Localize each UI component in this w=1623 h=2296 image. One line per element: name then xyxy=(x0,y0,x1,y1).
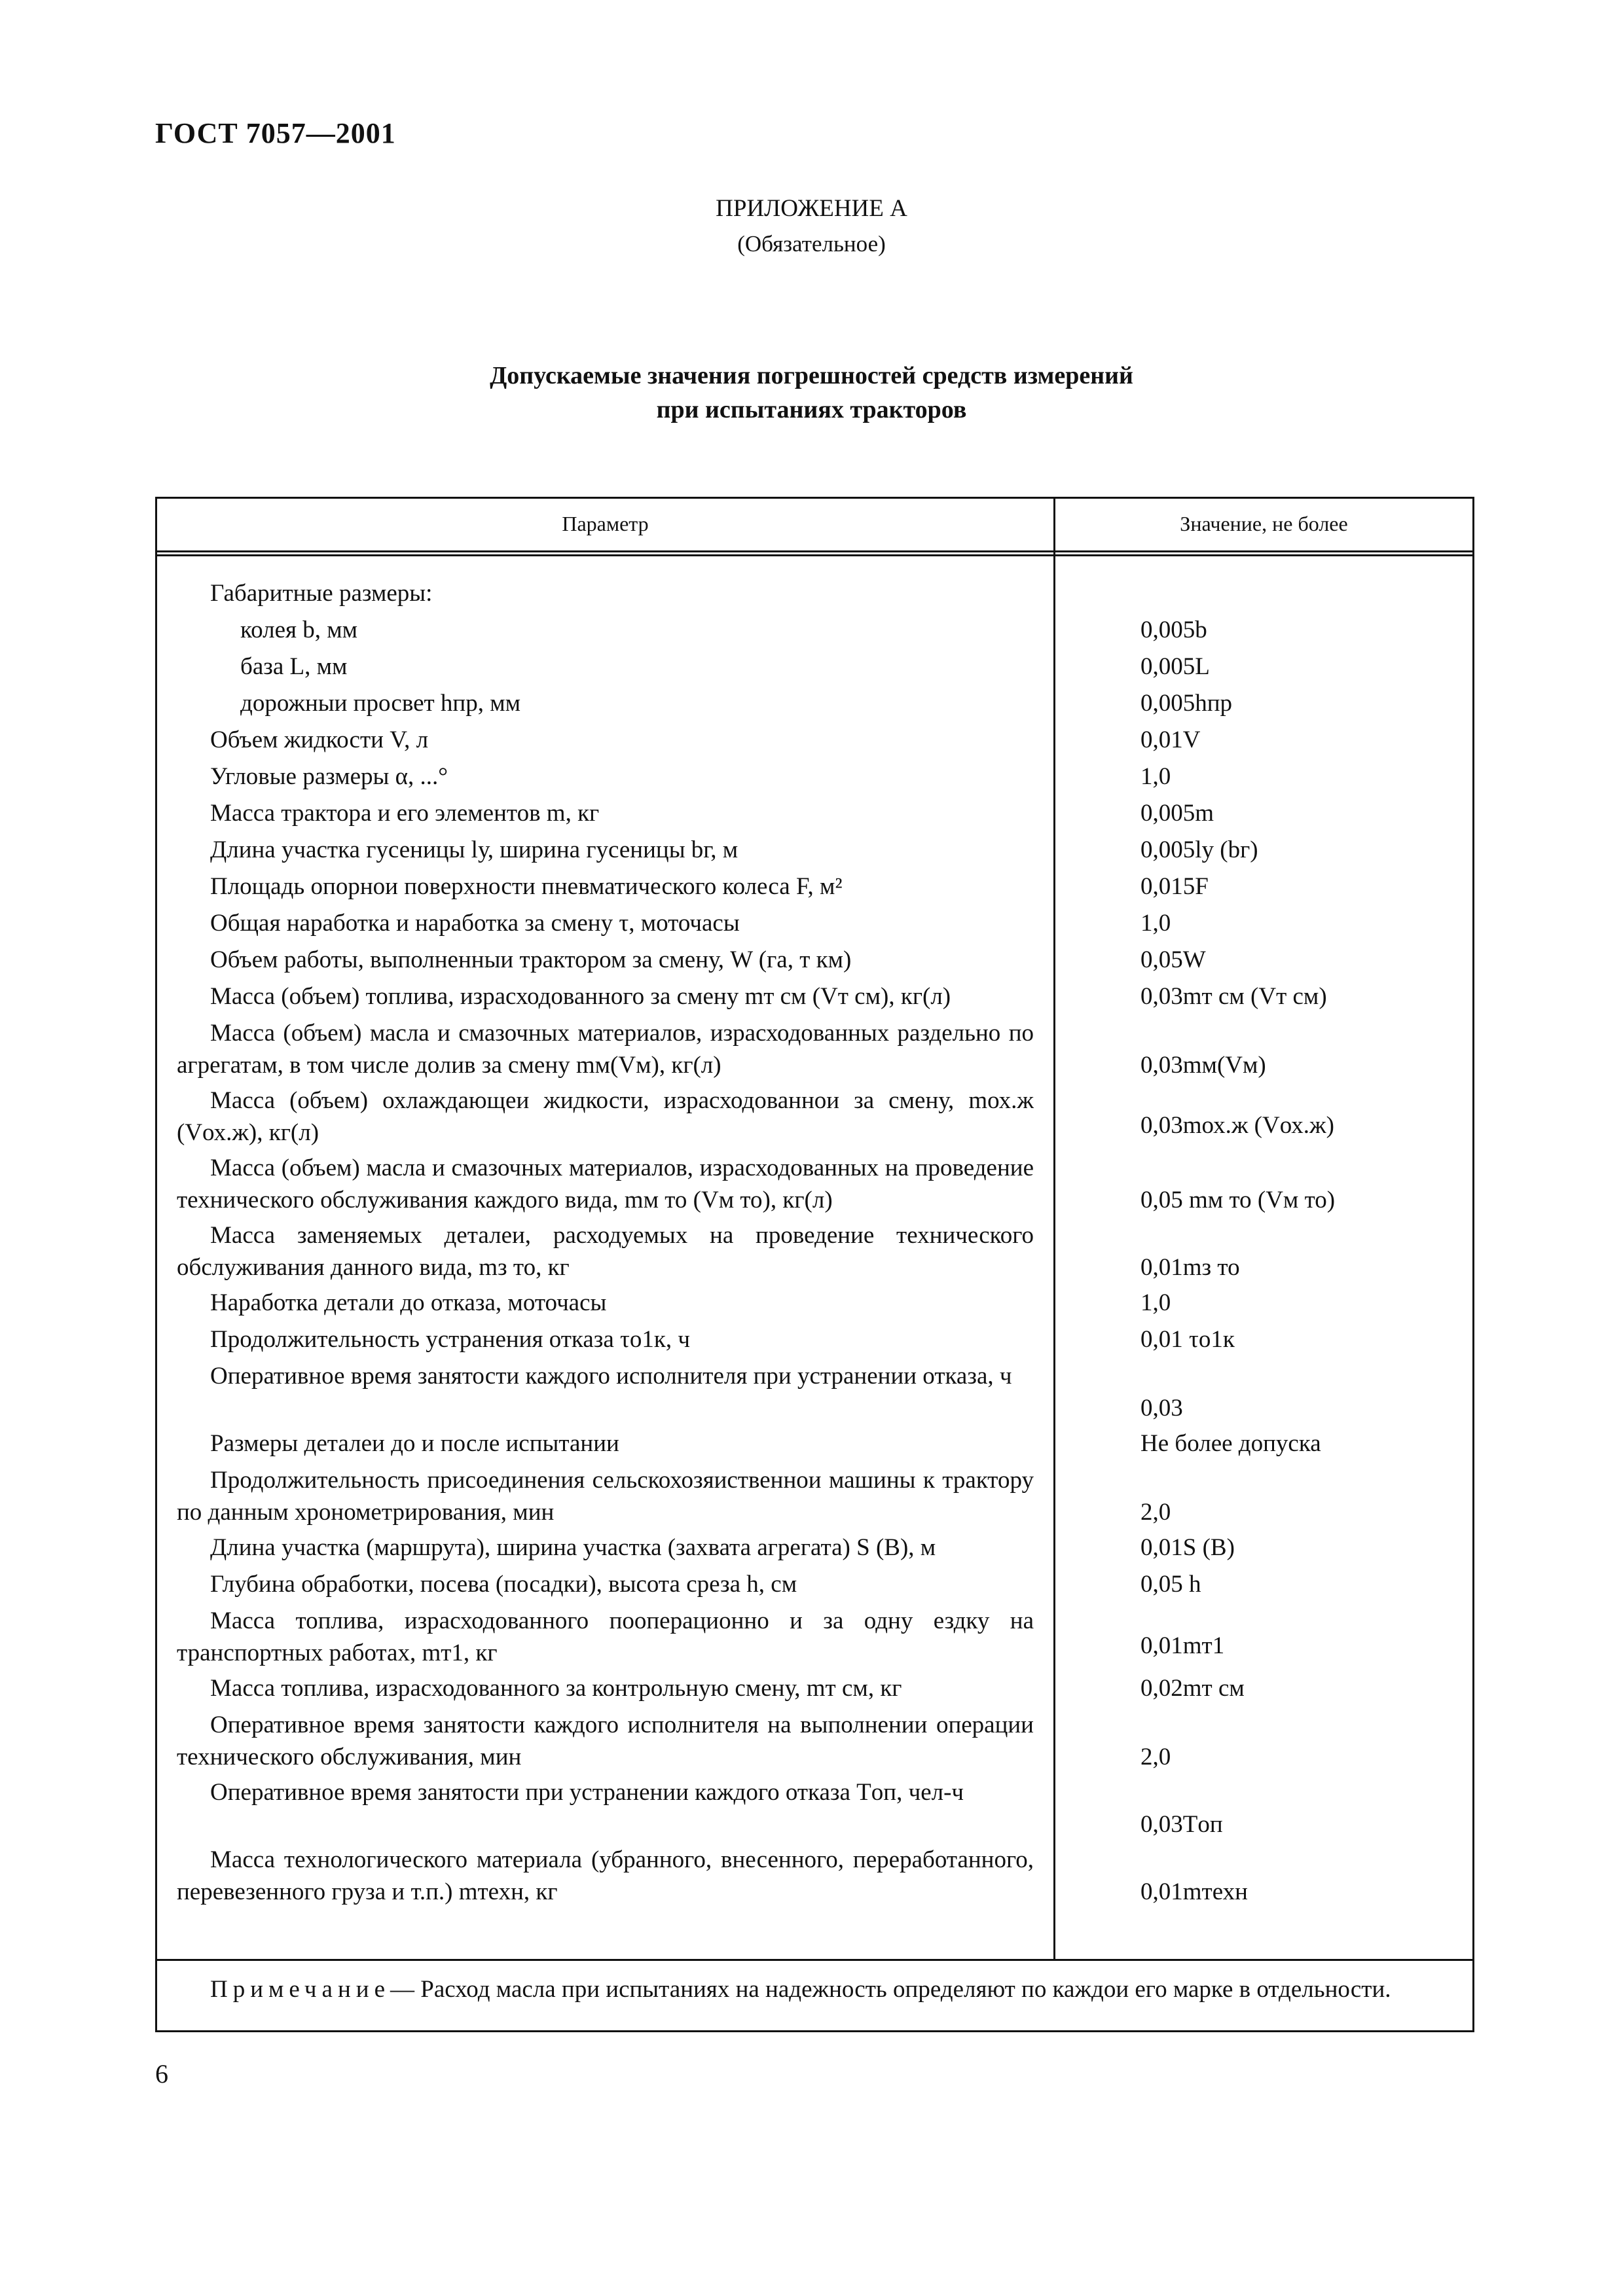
parameter-cell: Продолжительность присоединения сельскохозяиственнои машины к трактору по данным хронометрирования, мин xyxy=(177,1467,1034,1526)
table-row xyxy=(157,980,1472,1017)
table-row xyxy=(157,1152,1472,1219)
table-row xyxy=(157,797,1472,834)
value-cell: 1,0 xyxy=(1140,910,1171,937)
table-row xyxy=(157,1464,1472,1532)
value-cell: 0,03Tоп xyxy=(1140,1811,1223,1838)
parameter-cell: Масса топлива, израсходованного пооперационно и за одну ездку на транспортных работах, mт1, кг xyxy=(177,1607,1034,1666)
value-cell: 0,01S (B) xyxy=(1140,1534,1235,1561)
value-cell: 0,005hпр xyxy=(1140,690,1233,717)
table-row xyxy=(157,1287,1472,1323)
table-row xyxy=(157,834,1472,870)
table-title-line-2: при испытаниях тракторов xyxy=(656,396,967,423)
value-cell: Не более допуска xyxy=(1140,1430,1321,1457)
value-cell: 0,05 h xyxy=(1140,1571,1201,1598)
table-note xyxy=(177,1973,1453,2005)
parameter-cell: Масса трактора и его элементов m, кг xyxy=(210,800,600,827)
table-row xyxy=(157,1017,1472,1085)
appendix-title: ПРИЛОЖЕНИЕ А xyxy=(716,195,907,222)
parameter-cell: Оперативное время занятости каждого исполнителя при устранении отказа, ч xyxy=(210,1363,1012,1390)
parameter-cell: Масса топлива, израсходованного за контрольную смену, mт см, кг xyxy=(210,1675,902,1702)
value-cell: 0,03mох.ж (Vох.ж) xyxy=(1140,1112,1334,1139)
note-label: Примечание xyxy=(210,1976,390,2003)
table-row xyxy=(157,944,1472,980)
parameter-cell: Общая наработка и наработка за смену τ, моточасы xyxy=(210,910,740,937)
value-cell: 0,03mм(Vм) xyxy=(1140,1052,1266,1079)
appendix-status: (Обязательное) xyxy=(737,231,886,257)
parameter-cell: Угловые размеры α, ...° xyxy=(210,763,448,790)
table-row xyxy=(157,1605,1472,1672)
table-row xyxy=(157,1323,1472,1360)
table-row xyxy=(157,651,1472,687)
table-header-double-rule xyxy=(157,554,1472,556)
parameter-cell: Масса (объем) охлаждающеи жидкости, израсходованнои за смену, mох.ж (Vох.ж), кг(л) xyxy=(177,1087,1034,1146)
table-row xyxy=(157,1219,1472,1287)
parameter-cell: Объем работы, выполненныи трактором за смену, W (га, т км) xyxy=(210,946,852,973)
value-cell: 0,01V xyxy=(1140,726,1201,753)
value-cell: 1,0 xyxy=(1140,763,1171,790)
parameter-cell: Продолжительность устранения отказа τо1к, ч xyxy=(210,1326,691,1353)
table-row xyxy=(157,614,1472,651)
parameter-cell: Глубина обработки, посева (посадки), высота среза h, см xyxy=(210,1571,797,1598)
table-row xyxy=(157,870,1472,907)
table-body xyxy=(157,577,1472,1911)
parameter-cell: Наработка детали до отказа, моточасы xyxy=(210,1289,607,1316)
appendix-heading xyxy=(0,191,1623,262)
table-row xyxy=(157,1532,1472,1568)
parameter-cell: Масса (объем) топлива, израсходованного за смену mт см (Vт см), кг(л) xyxy=(210,983,951,1010)
table-row xyxy=(157,687,1472,724)
parameter-cell: колея b, мм xyxy=(240,617,358,643)
note-divider xyxy=(157,1959,1472,1961)
table-row xyxy=(157,1360,1472,1427)
table-row xyxy=(157,761,1472,797)
table-row xyxy=(157,1085,1472,1152)
column-header-parameter: Параметр xyxy=(562,512,649,535)
table-row xyxy=(157,1844,1472,1911)
value-cell: 0,03 xyxy=(1140,1395,1183,1422)
value-cell: 0,05W xyxy=(1140,946,1206,973)
table-row xyxy=(157,1672,1472,1709)
parameter-cell: дорожныи просвет hпр, мм xyxy=(240,690,521,717)
value-cell: 0,01 τо1к xyxy=(1140,1326,1235,1353)
value-cell: 0,01mт1 xyxy=(1140,1632,1225,1659)
parameter-cell: Масса заменяемых деталеи, расходуемых на проведение технического обслуживания данного вида, mз то, кг xyxy=(177,1222,1034,1281)
parameter-cell: Масса (объем) масла и смазочных материалов, израсходованных на проведение технического обслуживания каждого вида, mм то (Vм то), кг(л) xyxy=(177,1155,1034,1213)
parameter-cell: Длина участка гусеницы lу, ширина гусеницы bг, м xyxy=(210,836,739,863)
table-title-line-1: Допускаемые значения погрешностей средств измерений xyxy=(490,362,1133,389)
value-cell: 0,005lу (bг) xyxy=(1140,836,1258,863)
table-row xyxy=(157,577,1472,614)
table-row xyxy=(157,1568,1472,1605)
parameter-cell: Масса технологического материала (убранного, внесенного, переработанного, перевезенного груза и т.п.) mтехн, кг xyxy=(177,1846,1034,1905)
value-cell: 0,01mтехн xyxy=(1140,1878,1248,1905)
table-row xyxy=(157,1709,1472,1776)
page-number: 6 xyxy=(155,2059,168,2089)
value-cell: 0,005b xyxy=(1140,617,1207,643)
table-row xyxy=(157,907,1472,944)
table-row xyxy=(157,724,1472,761)
parameter-cell: база L, мм xyxy=(240,653,348,680)
parameter-cell: Площадь опорнои поверхности пневматического колеса F, м² xyxy=(210,873,843,900)
parameter-cell: Объем жидкости V, л xyxy=(210,726,429,753)
value-cell: 0,005L xyxy=(1140,653,1210,680)
table-row xyxy=(157,1776,1472,1844)
parameter-cell: Масса (объем) масла и смазочных материалов, израсходованных раздельно по агрегатам, в том числе долив за смену mм(Vм), кг(л) xyxy=(177,1020,1034,1079)
parameter-cell: Оперативное время занятости при устранении каждого отказа Tоп, чел-ч xyxy=(210,1779,964,1806)
value-cell: 0,02mт см xyxy=(1140,1675,1245,1702)
note-text: — Расход масла при испытаниях на надежность определяют по каждои его марке в отдельности. xyxy=(390,1976,1391,2003)
value-cell: 0,05 mм то (Vм то) xyxy=(1140,1187,1336,1213)
value-cell: 0,005m xyxy=(1140,800,1214,827)
value-cell: 2,0 xyxy=(1140,1499,1171,1526)
value-cell: 0,03mт см (Vт см) xyxy=(1140,983,1327,1010)
parameter-cell: Оперативное время занятости каждого исполнителя на выполнении операции технического обслуживания, мин xyxy=(177,1712,1034,1770)
table-row xyxy=(157,1427,1472,1464)
parameter-cell: Длина участка (маршрута), ширина участка (захвата агрегата) S (B), м xyxy=(210,1534,936,1561)
table-title xyxy=(0,359,1623,427)
value-cell: 0,015F xyxy=(1140,873,1209,900)
value-cell: 1,0 xyxy=(1140,1289,1171,1316)
column-header-value: Значение, не более xyxy=(1180,512,1348,535)
tolerance-table xyxy=(155,497,1474,2032)
value-cell: 0,01mз то xyxy=(1140,1254,1240,1281)
document-code: ГОСТ 7057—2001 xyxy=(155,117,396,149)
parameter-cell: Габаритные размеры: xyxy=(210,580,433,607)
value-cell: 2,0 xyxy=(1140,1744,1171,1770)
parameter-cell: Размеры деталеи до и после испытании xyxy=(210,1430,619,1457)
